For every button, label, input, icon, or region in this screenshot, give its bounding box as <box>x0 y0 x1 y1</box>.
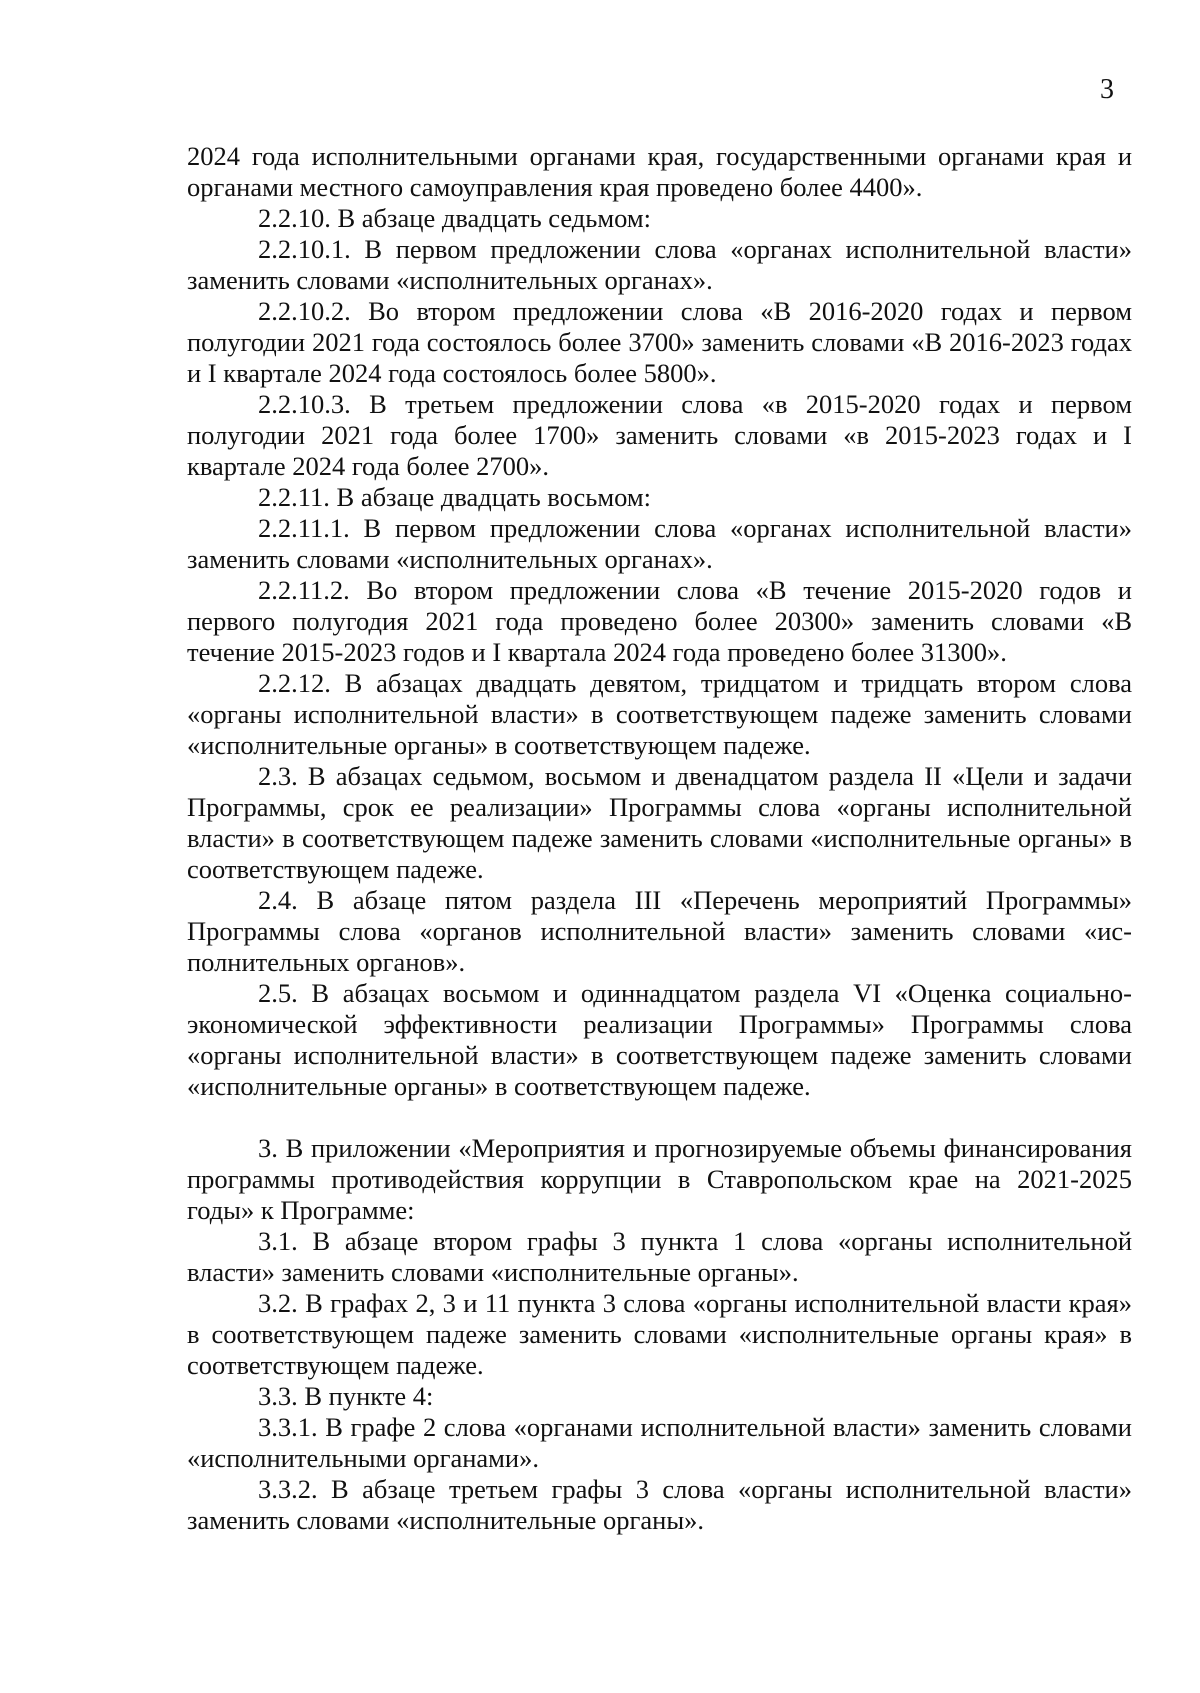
paragraph-2-2-11: 2.2.11. В абзаце двадцать восьмом: <box>258 482 652 512</box>
paragraph-3-3-1: 3.3.1. В графе 2 слова «органами исполнительной власти» заменить словами «исполнительными органами». <box>187 1412 1132 1473</box>
paragraph-2-5: 2.5. В абзацах восьмом и одиннадцатом раздела VI «Оценка социально-экономической эффективности реализации Программы» Программы слова «органы исполнительной власти» в соответствующем падеже заменить словами «исполнительные органы» в соответствующем падеже. <box>187 978 1132 1101</box>
paragraph-3: 3. В приложении «Мероприятия и прогнозируемые объемы финансирования программы противодействия коррупции в Ставропольском крае на 2021-2025 годы» к Программе: <box>187 1133 1132 1225</box>
paragraph-2-2-11-1: 2.2.11.1. В первом предложении слова «органах исполнительной власти» заменить словами «исполнительных органах». <box>187 513 1132 574</box>
page-number: 3 <box>1100 74 1114 105</box>
paragraph-3-2: 3.2. В графах 2, 3 и 11 пункта 3 слова «органы исполнительной власти края» в соответствующем падеже заменить словами «исполнительные органы края» в соответствующем падеже. <box>187 1288 1132 1380</box>
paragraph-2-2-12: 2.2.12. В абзацах двадцать девятом, тридцатом и тридцать втором слова «органы исполнительной власти» в соответствующем падеже заменить словами «исполнительные органы» в соответствующем падеже. <box>187 668 1132 760</box>
paragraph-2-4: 2.4. В абзаце пятом раздела III «Перечень мероприятий Программы» Программы слова «органов исполнительной власти» заменить словами «исполнительных органов». <box>187 885 1132 977</box>
paragraph-2-2-10-1: 2.2.10.1. В первом предложении слова «органах исполнительной власти» заменить словами «исполнительных органах». <box>187 234 1132 295</box>
paragraph-2-2-11-2: 2.2.11.2. Во втором предложении слова «В течение 2015-2020 годов и первого полугодия 2021 года проведено более 20300» заменить словами «В течение 2015-2023 годов и I квартала 2024 года проведено более 31300». <box>187 575 1132 667</box>
paragraph-continuation: 2024 года исполнительными органами края, государственными органами края и органами местного самоуправления края проведено более 4400». <box>187 141 1132 202</box>
document-body <box>187 141 1132 1536</box>
section-spacer <box>187 1102 1132 1133</box>
paragraph-2-2-10-2: 2.2.10.2. Во втором предложении слова «В 2016-2020 годах и первом полугодии 2021 года состоялось более 3700» заменить словами «В 2016-2023 годах и I квартале 2024 года состоялось более 5800». <box>187 296 1132 388</box>
paragraph-2-2-10: 2.2.10. В абзаце двадцать седьмом: <box>258 203 651 233</box>
paragraph-2-2-10-3: 2.2.10.3. В третьем предложении слова «в 2015-2020 годах и первом полугодии 2021 года более 1700» заменить словами «в 2015-2023 годах и I квартале 2024 года более 2700». <box>187 389 1132 481</box>
paragraph-2-3: 2.3. В абзацах седьмом, восьмом и двенадцатом раздела II «Цели и задачи Программы, срок ее реализации» Программы слова «органы исполнительной власти» в соответствующем падеже заменить словами «исполнительные органы» в соответствующем падеже. <box>187 761 1132 884</box>
paragraph-3-3-2: 3.3.2. В абзаце третьем графы 3 слова «органы исполнительной власти» заменить словами «исполнительные органы». <box>187 1474 1132 1535</box>
paragraph-3-1: 3.1. В абзаце втором графы 3 пункта 1 слова «органы исполнительной власти» заменить словами «исполнительные органы». <box>187 1226 1132 1287</box>
paragraph-3-3: 3.3. В пункте 4: <box>258 1381 434 1411</box>
